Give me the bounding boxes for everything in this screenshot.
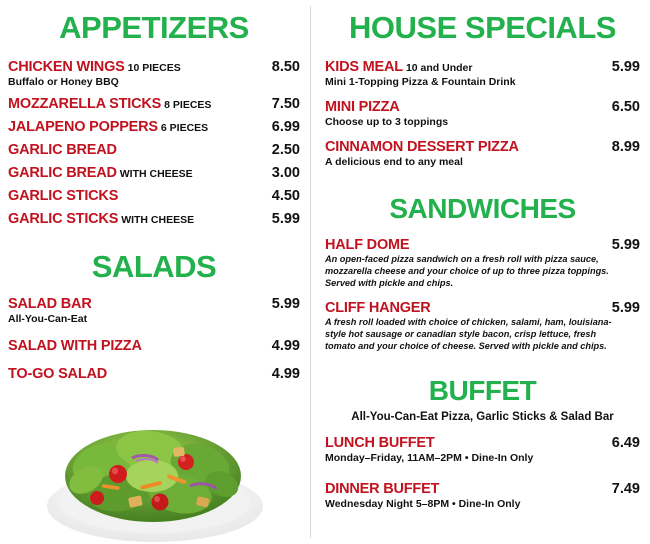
menu-item (325, 435, 640, 465)
section-title-salads: SALADS (91, 249, 217, 285)
section-title-buffet: BUFFET (428, 375, 537, 407)
item-qualifier: WITH CHEESE (121, 214, 195, 227)
item-price: 6.50 (611, 99, 640, 116)
menu-item (325, 237, 640, 290)
item-price: 5.99 (271, 296, 300, 313)
item-name: GARLIC STICKS (8, 188, 119, 205)
item-description: A fresh roll loaded with choice of chicken, salami, ham, louisiana-style hot sausage or canadian style bacon, crisp lettuce, fresh tomato and your choice of cheese. Served with pickle and chips. (325, 317, 612, 352)
menu-item (8, 165, 300, 181)
item-name: LUNCH BUFFET (325, 435, 435, 452)
menu-item (8, 296, 300, 326)
item-description: Buffalo or Honey BBQ (8, 76, 119, 88)
right-column (311, 0, 650, 544)
item-description: All-You-Can-Eat (8, 313, 88, 326)
item-price: 5.99 (271, 211, 300, 228)
section-title-sandwiches: SANDWICHES (389, 193, 576, 225)
item-name: CHICKEN WINGS 10 PIECES (8, 59, 181, 75)
item-name: JALAPENO POPPERS 6 PIECES (8, 119, 209, 136)
item-price: 2.50 (271, 142, 300, 159)
item-qualifier: 10 and Under (405, 62, 473, 74)
salad-bowl-photo (40, 414, 270, 544)
buffet-list (325, 435, 640, 511)
item-name: KIDS MEAL 10 and Under (325, 59, 473, 75)
menu-item (325, 59, 640, 89)
item-price: 8.50 (271, 59, 300, 75)
item-price: 7.50 (271, 96, 300, 113)
salads-list (8, 296, 300, 382)
menu-item (325, 99, 640, 129)
item-description: A delicious end to any meal (325, 156, 463, 169)
item-price: 8.99 (611, 139, 640, 156)
section-title-appetizers: APPETIZERS (59, 10, 249, 45)
item-description: Wednesday Night 5–8PM • Dine-In Only (325, 498, 521, 511)
buffet-subtitle: All-You-Can-Eat Pizza, Garlic Sticks & Salad Bar (351, 411, 614, 424)
item-name: HALF DOME (325, 237, 410, 254)
item-description: Monday–Friday, 11AM–2PM • Dine-In Only (325, 452, 534, 465)
item-name: GARLIC STICKS WITH CHEESE (8, 211, 195, 228)
menu-item (8, 366, 300, 382)
item-name: DINNER BUFFET (325, 481, 440, 498)
left-column (0, 0, 310, 544)
item-qualifier: 6 PIECES (160, 122, 209, 135)
item-name: MINI PIZZA (325, 99, 400, 116)
appetizers-list (8, 59, 300, 227)
menu-item (8, 96, 300, 112)
item-description: Choose up to 3 toppings (325, 116, 449, 129)
item-qualifier: WITH CHEESE (119, 168, 193, 181)
item-price: 4.99 (271, 366, 300, 383)
menu-item (8, 119, 300, 135)
menu-item (8, 211, 300, 227)
menu-item (325, 139, 640, 169)
item-price: 5.99 (611, 300, 640, 317)
menu-item (8, 142, 300, 158)
section-title-house-specials: HOUSE SPECIALS (349, 10, 616, 45)
item-name: SALAD BAR (8, 296, 92, 313)
item-name: GARLIC BREAD WITH CHEESE (8, 165, 193, 182)
house-specials-list (325, 59, 640, 169)
item-price: 4.50 (271, 188, 300, 205)
item-name: TO-GO SALAD (8, 366, 108, 383)
menu-item (8, 188, 300, 204)
item-description: An open-faced pizza sandwich on a fresh roll with pizza sauce, mozzarella cheese and your choice of up to three pizza toppings. Served with pickle and chips. (325, 254, 609, 289)
item-name: GARLIC BREAD (8, 142, 117, 159)
item-price: 4.99 (271, 338, 300, 355)
item-price: 6.49 (611, 435, 640, 452)
menu-item (8, 338, 300, 354)
item-name: SALAD WITH PIZZA (8, 338, 142, 355)
menu-item (8, 59, 300, 89)
menu-item (325, 300, 640, 353)
menu-item (325, 481, 640, 511)
sandwiches-list (325, 237, 640, 353)
item-qualifier: 10 PIECES (127, 62, 181, 74)
item-name: MOZZARELLA STICKS 8 PIECES (8, 96, 212, 113)
item-price: 3.00 (271, 165, 300, 182)
item-name: CLIFF HANGER (325, 300, 431, 317)
item-price: 5.99 (611, 59, 640, 75)
item-price: 5.99 (611, 237, 640, 254)
item-qualifier: 8 PIECES (164, 99, 212, 112)
item-price: 7.49 (611, 481, 640, 498)
item-price: 6.99 (271, 119, 300, 136)
item-description: Mini 1-Topping Pizza & Fountain Drink (325, 76, 516, 88)
item-name: CINNAMON DESSERT PIZZA (325, 139, 519, 156)
